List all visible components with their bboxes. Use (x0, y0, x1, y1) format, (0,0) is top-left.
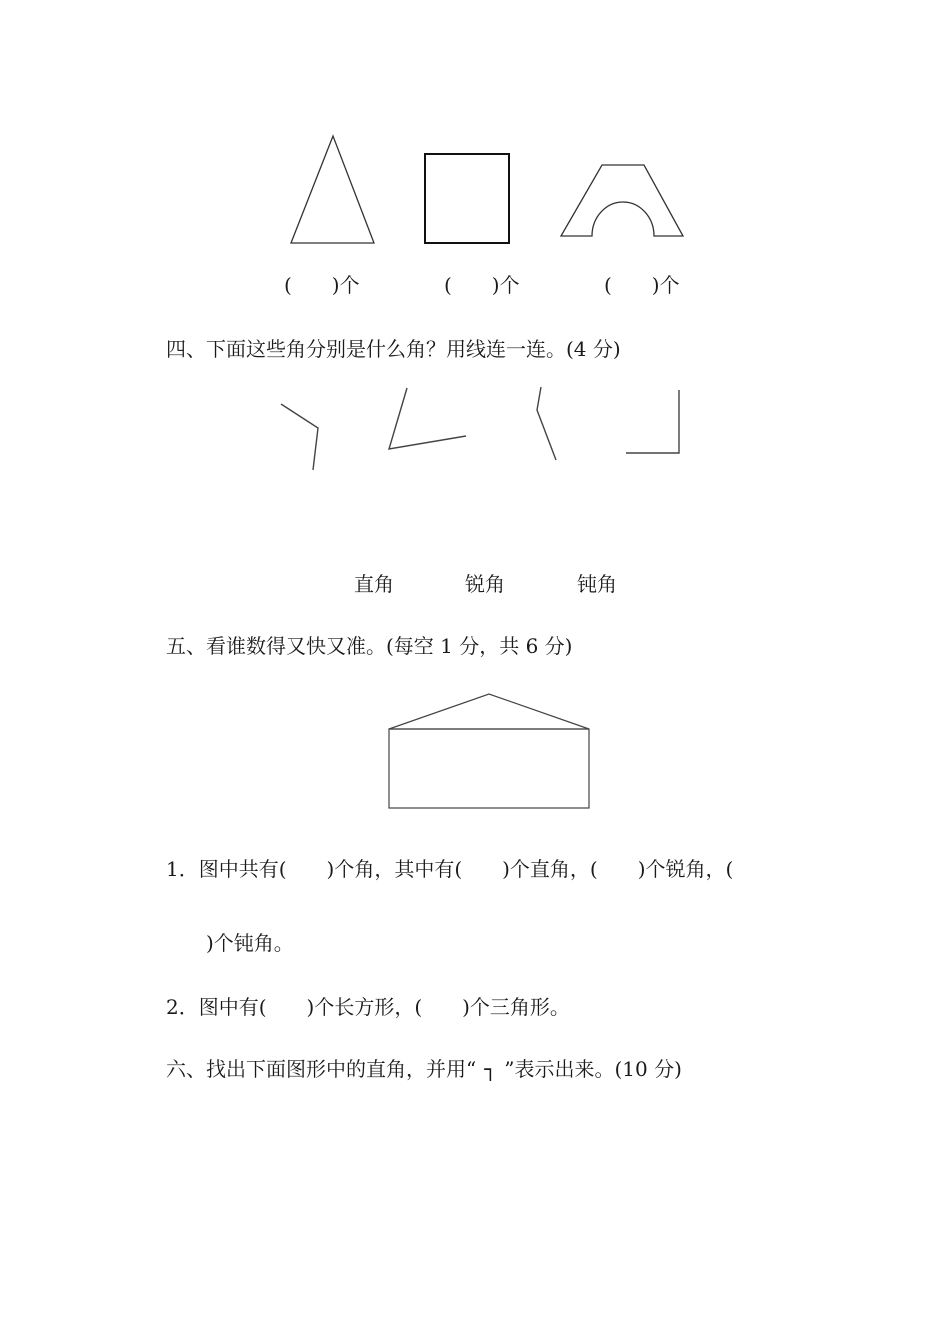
section5-heading: 五、看谁数得又快又准。(每空 1 分，共 6 分) (166, 634, 573, 658)
angle-type-acute: 锐角 (465, 572, 505, 596)
angle-type-obtuse: 钝角 (577, 572, 617, 596)
question1-line1: 1．图中共有( )个角，其中有( )个直角，( )个锐角，( (166, 857, 734, 881)
section6-heading-before: 六、找出下面图形中的直角，并用“ (166, 1057, 477, 1081)
house-roof-triangle (389, 694, 589, 729)
right-angle-figure (626, 390, 679, 453)
acute-angle-figure-2 (537, 387, 556, 460)
angle-type-right: 直角 (354, 572, 394, 596)
question2: 2．图中有( )个长方形，( )个三角形。 (166, 995, 570, 1019)
count-label-square: ( )个 (444, 273, 520, 297)
question1-line2: )个钝角。 (166, 931, 294, 955)
count-label-triangle: ( )个 (284, 273, 360, 297)
square-shape (425, 154, 509, 243)
right-angle-symbol-icon: ┐ (484, 1057, 497, 1081)
house-body-rectangle (389, 729, 589, 808)
arch-trapezoid-shape (561, 165, 683, 236)
count-label-arch: ( )个 (604, 273, 680, 297)
acute-angle-figure-1 (389, 388, 466, 449)
section4-heading: 四、下面这些角分别是什么角？用线连一连。(4 分) (166, 337, 621, 361)
triangle-shape (291, 136, 374, 243)
section6-heading-after: ”表示出来。(10 分) (504, 1057, 682, 1081)
obtuse-angle-figure (281, 404, 318, 470)
section6-heading (166, 1057, 682, 1081)
